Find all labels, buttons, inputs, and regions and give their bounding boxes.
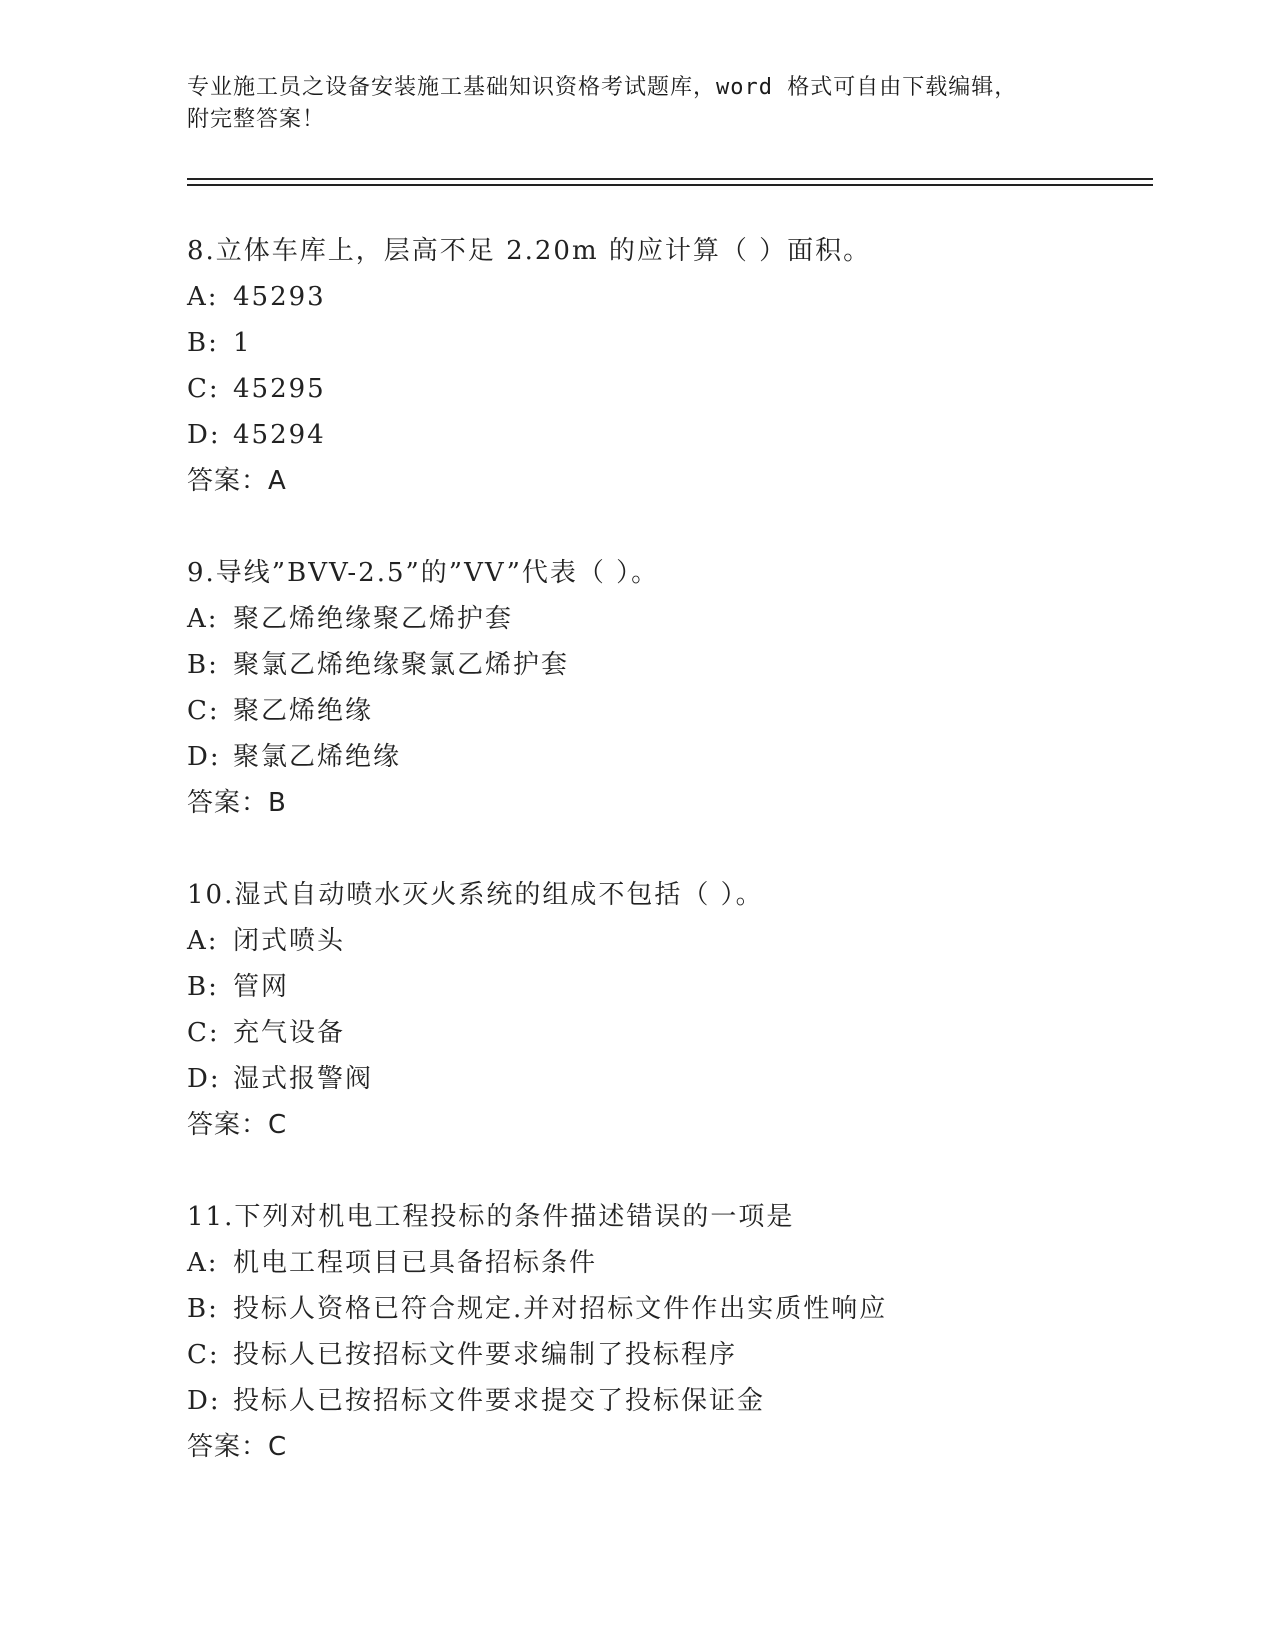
option-c xyxy=(187,1010,1187,1056)
option-text: 投标人已按招标文件要求编制了投标程序 xyxy=(233,1340,738,1370)
answer-line: 答案：A xyxy=(187,466,287,496)
header-divider-top xyxy=(187,178,1153,180)
option-key: C: xyxy=(187,1340,220,1370)
option-text: 聚氯乙烯绝缘聚氯乙烯护套 xyxy=(233,650,570,680)
question-stem: 10.湿式自动喷水灭火系统的组成不包括（ ）。 xyxy=(187,880,764,910)
option-text: 聚氯乙烯绝缘 xyxy=(233,742,402,772)
option-key: C: xyxy=(187,374,220,404)
option-d xyxy=(187,734,1187,780)
option-key: D: xyxy=(187,742,221,772)
header-line-2: 附完整答案！ xyxy=(187,107,326,132)
question-block xyxy=(187,872,1187,1148)
option-text: 管网 xyxy=(233,972,290,1002)
header-divider-bottom xyxy=(187,184,1153,186)
option-key: A: xyxy=(187,282,219,312)
option-text: 投标人已按招标文件要求提交了投标保证金 xyxy=(233,1386,766,1416)
question-stem: 9.导线”BVV-2.5”的”VV”代表（ ）。 xyxy=(187,558,660,588)
option-b xyxy=(187,1286,1187,1332)
option-text: 机电工程项目已具备招标条件 xyxy=(233,1248,598,1278)
option-b xyxy=(187,642,1187,688)
question-block xyxy=(187,228,1187,504)
option-key: D: xyxy=(187,1064,221,1094)
option-a xyxy=(187,1240,1187,1286)
option-key: B: xyxy=(187,972,219,1002)
option-c xyxy=(187,688,1187,734)
option-text: 闭式喷头 xyxy=(233,926,346,956)
option-text: 45294 xyxy=(233,420,326,450)
option-text: 45295 xyxy=(233,374,326,404)
option-key: B: xyxy=(187,328,219,358)
answer-line: 答案：C xyxy=(187,1432,288,1462)
option-key: A: xyxy=(187,604,219,634)
answer-line: 答案：C xyxy=(187,1110,288,1140)
option-key: A: xyxy=(187,1248,219,1278)
document-header xyxy=(187,72,1087,136)
question-block xyxy=(187,1194,1187,1470)
question-stem: 8.立体车库上，层高不足 2.20m 的应计算（ ）面积。 xyxy=(187,236,872,266)
option-text: 湿式报警阀 xyxy=(233,1064,374,1094)
option-d xyxy=(187,1056,1187,1102)
option-key: A: xyxy=(187,926,219,956)
option-c xyxy=(187,366,1187,412)
option-d xyxy=(187,1378,1187,1424)
option-d xyxy=(187,412,1187,458)
option-a xyxy=(187,596,1187,642)
question-stem: 11.下列对机电工程投标的条件描述错误的一项是 xyxy=(187,1202,795,1232)
option-text: 45293 xyxy=(233,282,326,312)
option-key: B: xyxy=(187,1294,219,1324)
question-block xyxy=(187,550,1187,826)
header-line-1: 专业施工员之设备安装施工基础知识资格考试题库，word 格式可自由下载编辑， xyxy=(187,75,1018,100)
option-key: B: xyxy=(187,650,219,680)
option-text: 聚乙烯绝缘聚乙烯护套 xyxy=(233,604,514,634)
option-b xyxy=(187,320,1187,366)
answer-line: 答案：B xyxy=(187,788,287,818)
option-key: C: xyxy=(187,1018,220,1048)
option-text: 充气设备 xyxy=(233,1018,346,1048)
option-c xyxy=(187,1332,1187,1378)
option-a xyxy=(187,918,1187,964)
option-a xyxy=(187,274,1187,320)
option-text: 1 xyxy=(233,328,252,358)
option-text: 聚乙烯绝缘 xyxy=(233,696,374,726)
option-key: D: xyxy=(187,1386,221,1416)
option-key: C: xyxy=(187,696,220,726)
option-b xyxy=(187,964,1187,1010)
option-key: D: xyxy=(187,420,221,450)
option-text: 投标人资格已符合规定.并对招标文件作出实质性响应 xyxy=(233,1294,888,1324)
